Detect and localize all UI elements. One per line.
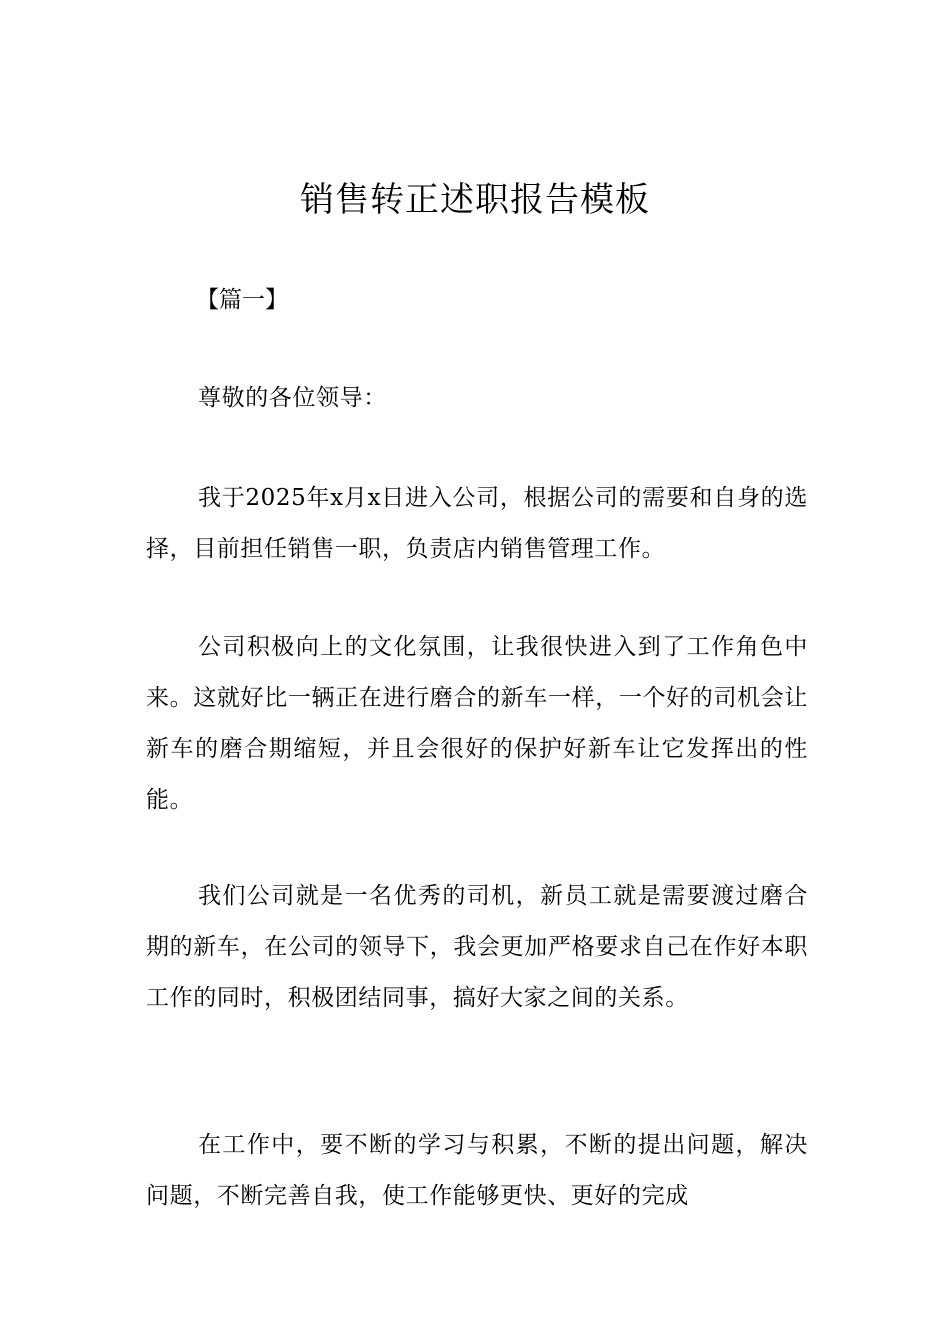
paragraph-4: 在工作中，要不断的学习与积累，不断的提出问题，解决问题，不断完善自我，使工作能够更快、更好的完成 [146,1132,808,1209]
paragraph-1: 我于2025年x月x日进入公司，根据公司的需要和自身的选择，目前担任销售一职，负责店内销售管理工作。 [146,485,808,562]
document-title: 销售转正述职报告模板 [300,180,650,220]
paragraph-3: 我们公司就是一名优秀的司机，新员工就是需要渡过磨合期的新车，在公司的领导下，我会更加严格要求自己在作好本职工作的同时，积极团结同事，搞好大家之间的关系。 [146,883,808,1011]
section-label: 【篇一】 [196,287,288,313]
paragraph-2: 公司积极向上的文化氛围，让我很快进入到了工作角色中来。这就好比一辆正在进行磨合的新车一样，一个好的司机会让新车的磨合期缩短，并且会很好的保护好新车让它发挥出的性能。 [146,634,808,813]
greeting: 尊敬的各位领导： [198,385,387,411]
